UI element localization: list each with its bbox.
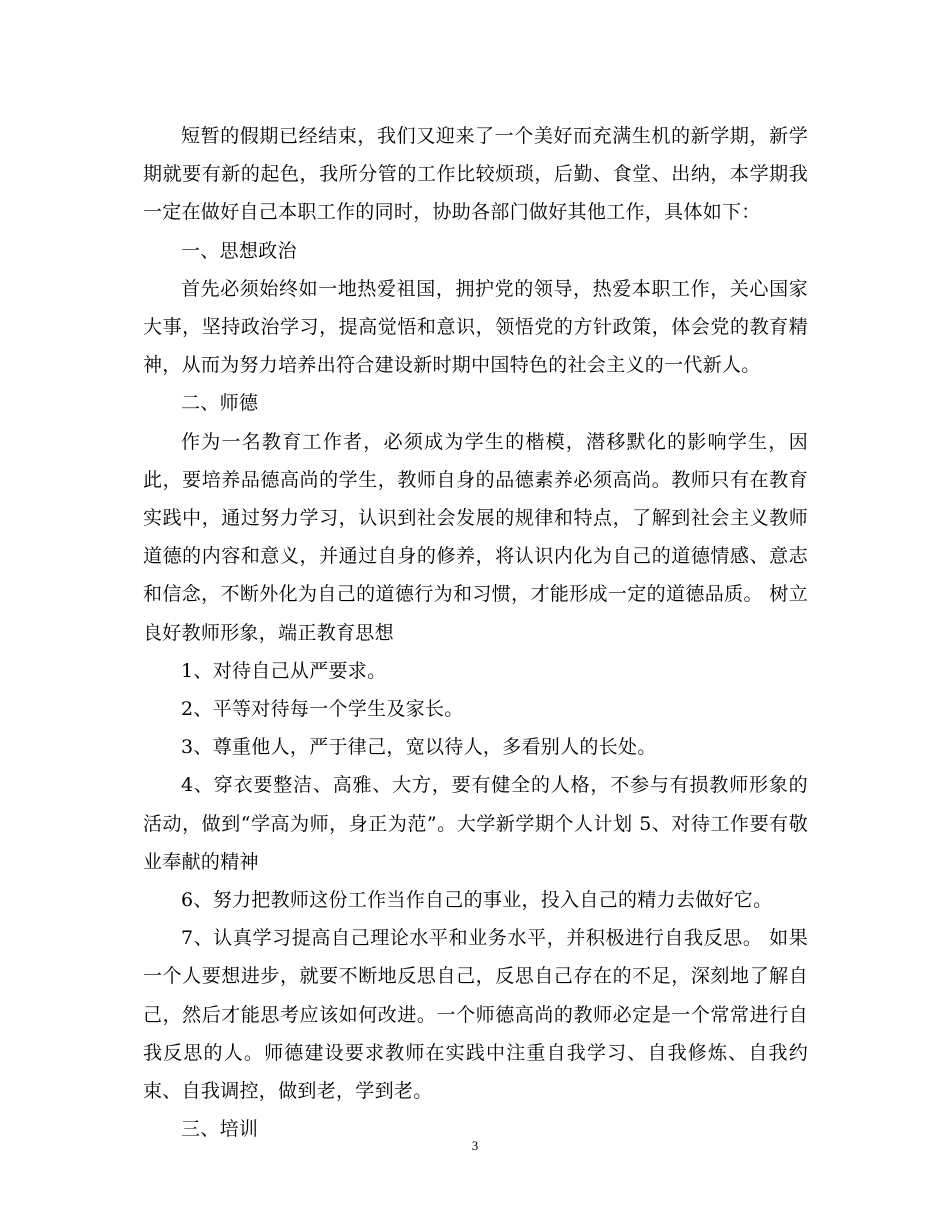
list-item-4: 4、穿衣要整洁、高雅、大方，要有健全的人格，不参与有损教师形象的活动，做到“学高为师，身正为范”。大学新学期个人计划 5、对待工作要有敬业奉献的精神: [143, 774, 808, 873]
intro-paragraph: 短暂的假期已经结束，我们又迎来了一个美好而充满生机的新学期，新学期就要有新的起色，我所分管的工作比较烦琐，后勤、食堂、出纳，本学期我一定在做好自己本职工作的同时，协助各部门做好其他工作，具体如下：: [143, 125, 808, 224]
document-body: [143, 117, 808, 1148]
section-heading-training: 三、培训: [181, 1118, 259, 1141]
list-item-1: 1、对待自己从严要求。: [181, 659, 387, 682]
politics-paragraph: 首先必须始终如一地热爱祖国，拥护党的领导，热爱本职工作，关心国家大事，坚持政治学习，提高觉悟和意识，领悟党的方针政策，体会党的教育精神，从而为努力培养出符合建设新时期中国特色的社会主义的一代新人。: [143, 277, 808, 377]
section-heading-ethics: 二、师德: [181, 392, 259, 415]
list-item-2: 2、平等对待每一个学生及家长。: [181, 698, 464, 721]
ethics-paragraph: 作为一名教育工作者，必须成为学生的楷模，潜移默化的影响学生，因此，要培养品德高尚的学生，教师自身的品德素养必须高尚。教师只有在教育实践中，通过努力学习，认识到社会发展的规律和特点，了解到社会主义教师道德的内容和意义，并通过自身的修养，将认识内化为自己的道德情感、意志和信念，不断外化为自己的道德行为和习惯，才能形成一定的道德品质。 树立良好教师形象，端正教育思想: [143, 430, 808, 644]
section-heading-politics: 一、思想政治: [181, 239, 297, 262]
list-item-7: 7、认真学习提高自己理论水平和业务水平，并积极进行自我反思。 如果一个人要想进步，就要不断地反思自己，反思自己存在的不足，深刻地了解自己，然后才能思考应该如何改进。一个师德高尚的教师必定是一个常常进行自我反思的人。师德建设要求教师在实践中注重自我学习、自我修炼、自我约束、自我调控，做到老，学到老。: [143, 927, 808, 1103]
list-item-6: 6、努力把教师这份工作当作自己的事业，投入自己的精力去做好它。: [181, 889, 773, 912]
page-number: 3: [471, 1138, 479, 1153]
list-item-3: 3、尊重他人，严于律己，宽以待人，多看别人的长处。: [181, 736, 657, 759]
